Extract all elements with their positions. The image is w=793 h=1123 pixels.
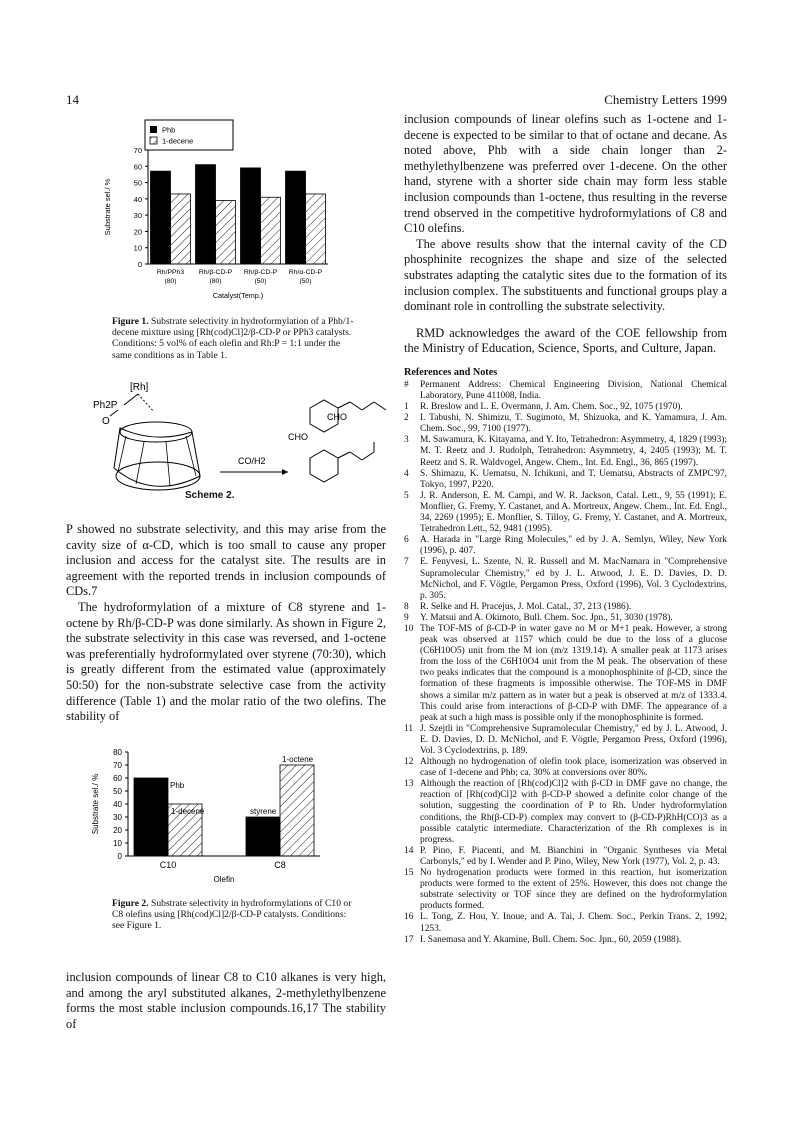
y-tick-label: 70 bbox=[133, 146, 142, 155]
reference-number: 4 bbox=[404, 468, 409, 479]
reference-item bbox=[404, 557, 727, 601]
legend-label-1-decene: 1-decene bbox=[162, 136, 194, 146]
y-tick-label: 20 bbox=[133, 227, 142, 237]
reference-text: J. Szejtli in "Comprehensive Supramolecular Chemistry," ed by J. L. Atwood, J. E. D. Davies, D. D. McNichol, and F. Vögtle, Pergamon Press, Oxford (1996), Vol. 3 Cyclodextrins, p. 189. bbox=[420, 723, 727, 756]
bar-label: styrene bbox=[250, 807, 277, 816]
reference-text: R. Breslow and L. E. Overmann, J. Am. Chem. Soc., 92, 1075 (1970). bbox=[420, 402, 683, 413]
figure2-chart bbox=[88, 744, 348, 894]
figure1-caption: Figure 1. Substrate selectivity in hydroformylation of a Phb/1-decene mixture using [Rh(cod)Cl]2/β-CD-P or PPh3 catalysts. Conditions: 5 vol% of each olefin and Rh:P = 1:1 under the same conditions as in Table 1. bbox=[112, 316, 354, 361]
bar-1-decene bbox=[216, 200, 236, 264]
y-tick-label: 0 bbox=[117, 852, 122, 861]
reference-item bbox=[404, 624, 727, 724]
journal-running-head: Chemistry Letters 1999 bbox=[604, 92, 727, 107]
reference-text: The TOF-MS of β-CD-P in water gave no M or M+1 peak. However, a strong peak was observed at 1157 which could be due to the loss of a glucose (C6H10O5) unit from the M ion (m/z 1319.14). A smaller peak at 1173 arises from the loss of the C6H10O4 unit from the M peak. The observation of these two peaks indicates that the compound is a monophosphinite of β-CD, since the formation of these fragments is impossible otherwise. The TOF-MS in DMF shows a similar m/z pattern as in water but a peak is observed at m/z of 1333.4. This could arise from interactions of β-CD-P with DMF. The appearance of a peak at such a high mass is possible only if the monophosphinite is formed. bbox=[420, 623, 727, 723]
cho-label-1: CHO bbox=[327, 412, 347, 422]
right-paragraph-2: The above results show that the internal cavity of the CD phosphinite recognizes the shape and size of the selected substrates adapting the catalytic sites due to the formation of its inclusion complex. The substituents and functional groups play a dominant role in controlling the substrate selectivity. bbox=[404, 236, 727, 314]
reference-item bbox=[404, 402, 727, 413]
bar-phb bbox=[286, 171, 306, 264]
reference-number: 1 bbox=[404, 402, 409, 413]
y-tick-label: 40 bbox=[113, 800, 122, 809]
scheme2-caption: Scheme 2. bbox=[185, 490, 235, 501]
ph2p-label: Ph2P bbox=[93, 400, 118, 411]
left-paragraph-3: inclusion compounds of linear C8 to C10 alkanes is very high, and among the aryl substituted alkanes, 2-methylethylbenzene forms the most stable inclusion compounds.16,17 The stability of bbox=[66, 970, 386, 1031]
x-tick-label: C10 bbox=[159, 860, 177, 870]
x-tick-label-temp: (80) bbox=[164, 278, 177, 285]
y-tick-label: 50 bbox=[113, 787, 122, 796]
reference-item bbox=[404, 912, 727, 934]
y-axis-label: Substrate sel./ % bbox=[91, 773, 100, 835]
bar-1-octene bbox=[280, 765, 314, 856]
y-tick-label: 50 bbox=[133, 178, 142, 188]
reference-number: 2 bbox=[404, 413, 409, 424]
page-number: 14 bbox=[66, 92, 79, 107]
reference-number: 6 bbox=[404, 535, 409, 546]
reference-number: 10 bbox=[404, 623, 414, 634]
reference-text: M. Sawamura, K. Kitayama, and Y. Ito, Tetrahedron: Asymmetry, 4, 1829 (1993); M. T. Reetz and J. Rudolph, Tetrahedron: Asymmetry, 4, 2405 (1993); M. T. Reetz and S. R. Waldvogel, Angew. Chem., Int. Ed. Engl., 36, 865 (1997). bbox=[420, 435, 727, 468]
references-heading: References and Notes bbox=[404, 366, 498, 378]
y-tick-label: 0 bbox=[137, 260, 142, 269]
reference-item bbox=[404, 779, 727, 846]
y-tick-label: 60 bbox=[113, 774, 122, 783]
reference-item bbox=[404, 380, 727, 402]
x-tick-label: C8 bbox=[274, 860, 286, 870]
y-axis-label: Substrate sel./ % bbox=[103, 178, 112, 236]
reference-item bbox=[404, 469, 727, 491]
x-axis-label: Olefin bbox=[213, 875, 235, 884]
reference-text: I. Tabushi, N. Shimizu, T. Sugimoto, M. Shizuoka, and K. Yamamura, J. Am. Chem. Soc., 99, 7100 (1977). bbox=[420, 413, 727, 435]
y-tick-label: 30 bbox=[113, 813, 122, 822]
figure2-caption: Figure 2. Substrate selectivity in hydroformylations of C10 or C8 olefins using [Rh(cod)Cl]2/β-CD-P catalysts. Conditions: see Figure 1. bbox=[112, 898, 352, 932]
reference-number: 9 bbox=[404, 612, 409, 623]
reference-number: 12 bbox=[404, 757, 414, 768]
y-tick-label: 10 bbox=[113, 839, 122, 848]
reference-text: Y. Matsui and A. Okimoto, Bull. Chem. Soc. Jpn., 51, 3030 (1978). bbox=[420, 612, 673, 623]
reference-item bbox=[404, 846, 727, 868]
reference-text: Although no hydrogenation of olefin took place, isomerization was observed in case of 1-decene and Phb; ca. 30% at conversions over 80%. bbox=[420, 757, 727, 779]
reference-text: Permanent Address: Chemical Engineering Division, National Chemical Laboratory, Pune 411008, India. bbox=[420, 379, 727, 401]
reference-item bbox=[404, 413, 727, 435]
y-tick-label: 80 bbox=[113, 748, 122, 757]
reference-text: P. Pino, F. Piacenti, and M. Bianchini in "Organic Syntheses via Metal Carbonyls," ed by I. Wender and P. Pino, Wiley, New York (1977), Vol. 2, p. 43. bbox=[420, 845, 727, 867]
legend-swatch-1-decene bbox=[150, 137, 157, 144]
y-tick-label: 40 bbox=[133, 194, 142, 204]
figure1-legend bbox=[145, 120, 233, 150]
reference-text: S. Shimazu, K. Uematsu, N. Ichikuni, and T. Uematsu, Abstracts of ZMPC'97, Tokyo, 1997, P220. bbox=[420, 468, 727, 490]
x-tick-label-temp: (50) bbox=[254, 278, 267, 285]
x-tick-label: Rh/β-CD-P bbox=[243, 269, 278, 276]
scheme2-diagram bbox=[92, 380, 392, 506]
bar-1-decene bbox=[306, 194, 326, 264]
y-tick-label: 20 bbox=[113, 826, 122, 835]
bar-phb bbox=[196, 165, 216, 264]
reference-text: I. Sanemasa and Y. Akamine, Bull. Chem. Soc. Jpn., 60, 2059 (1988). bbox=[420, 934, 682, 945]
reference-item bbox=[404, 535, 727, 557]
reference-item bbox=[404, 491, 727, 535]
y-tick-label: 30 bbox=[133, 211, 142, 221]
reference-item bbox=[404, 613, 727, 624]
bar-phb bbox=[241, 168, 261, 264]
left-paragraph-1: P showed no substrate selectivity, and this may arise from the cavity size of α-CD, which is too small to cause any proper inclusion and access for the catalyst site. The results are in agreement with the reported trends in inclusion compounds of CDs.7 bbox=[66, 522, 386, 599]
reference-item bbox=[404, 868, 727, 912]
reference-item bbox=[404, 435, 727, 468]
references-list bbox=[404, 380, 727, 946]
reference-number: 14 bbox=[404, 845, 414, 856]
references-section bbox=[404, 367, 727, 946]
bar-1-decene bbox=[171, 194, 191, 264]
x-axis-label: Catalyst(Temp.) bbox=[212, 291, 264, 300]
x-tick-label: Rh/α-CD-P bbox=[288, 269, 323, 276]
reference-text: R. Selke and H. Pracejus, J. Mol. Catal., 37, 213 (1986). bbox=[420, 601, 632, 612]
reference-text: Although the reaction of [Rh(cod)Cl]2 with β-CD in DMF gave no change, the reaction of [Rh(cod)Cl]2 with β-CD-P showed a definite color change of the solution, suggesting the coordination of P to Rh. Under hydroformylation conditions, the Rh(β-CD-P) complex may convert to (β-CD-P)RhH(CO)3 as a possible catalytic intermediate. Characterization of the Rh complexes is in progress. bbox=[420, 779, 727, 845]
reference-text: J. R. Anderson, E. M. Campi, and W. R. Jackson, Catal. Lett., 9, 55 (1991); E. Monflier, G. Fremy, Y. Castanet, and A. Mortreux, Angew. Chem., Int. Ed. Engl., 34, 2269 (1995); E. Monflier, S. Tilloy, G. Fremy, Y. Castanet, and A. Mortreux, Tetrahedron Lett., 52, 9481 (1995). bbox=[420, 490, 727, 535]
reagent-label: CO/H2 bbox=[238, 456, 266, 466]
x-tick-label-temp: (50) bbox=[299, 278, 312, 285]
acknowledgement: RMD acknowledges the award of the COE fellowship from the Ministry of Education, Science, Sports, and Culture, Japan. bbox=[404, 325, 727, 356]
bar-label: 1-decene bbox=[171, 807, 205, 816]
legend-swatch-phb bbox=[150, 126, 157, 133]
reference-number: 5 bbox=[404, 490, 409, 501]
legend-label-phb: Phb bbox=[162, 125, 176, 135]
reference-text: A. Harada in "Large Ring Molecules," ed by J. A. Semlyn, Wiley, New York (1996), p. 407. bbox=[420, 535, 727, 557]
x-tick-label: Rh/β-CD-P bbox=[198, 269, 233, 276]
reference-number: # bbox=[404, 379, 409, 390]
reference-item bbox=[404, 935, 727, 946]
x-tick-label: Rh/PPh3 bbox=[156, 269, 185, 276]
reference-item bbox=[404, 724, 727, 757]
cho-label-2: CHO bbox=[288, 432, 308, 442]
reference-number: 8 bbox=[404, 601, 409, 612]
rh-label: [Rh] bbox=[130, 382, 149, 393]
bar-label: 1-octene bbox=[282, 755, 314, 764]
x-tick-label-temp: (80) bbox=[209, 278, 222, 285]
reference-item bbox=[404, 757, 727, 779]
bar-phb bbox=[151, 171, 171, 264]
reference-number: 11 bbox=[404, 723, 414, 734]
reference-text: No hydrogenation products were formed in this reaction, but isomerization products were formed to the extent of 25%. However, this does not change the substrate selectivity or TOF since they are defined on the hydroformylation products formed. bbox=[420, 868, 727, 912]
reference-number: 16 bbox=[404, 912, 414, 923]
reference-number: 7 bbox=[404, 557, 409, 568]
reference-number: 17 bbox=[404, 934, 414, 945]
o-label: O bbox=[102, 416, 110, 427]
y-tick-label: 60 bbox=[133, 162, 142, 172]
reference-item bbox=[404, 602, 727, 613]
figure1-chart bbox=[100, 112, 350, 308]
reference-number: 3 bbox=[404, 435, 409, 446]
y-tick-label: 10 bbox=[133, 243, 142, 253]
reference-text: L. Tong, Z. Hou, Y. Inoue, and A. Tai, J. Chem. Soc., Perkin Trans. 2, 1992, 1253. bbox=[420, 912, 727, 934]
left-paragraph-2: The hydroformylation of a mixture of C8 styrene and 1-octene by Rh/β-CD-P was done similarly. As shown in Figure 2, the substrate selectivity in this case was reversed, and 1-octene was preferentially hydroformylated over styrene (70:30), which is greatly different from the estimated value (approximately 50:50) for the non-substrate selective case from the activity difference (Table 1) and the molar ratio of the two olefins. The stability of bbox=[66, 599, 386, 724]
bar-label: Phb bbox=[170, 781, 185, 790]
reference-text: E. Fenyvesi, L. Szente, N. R. Russell and M. MacNamara in "Comprehensive Supramolecular Chemistry," ed by J. L. Atwood, J. E. D. Davies, D. D. McNichol, and F. Vögtle, Pergamon Press, Oxford (1996), Vol. 3 Cyclodextrins, p. 305. bbox=[420, 557, 727, 601]
right-paragraph-1: inclusion compounds of linear olefins such as 1-octene and 1-decene is expected to be similar to that of octane and decane. As noted above, Phb with a side chain longer than 2-methylethylbenzene was preferred over 1-decene. On the other hand, styrene with a shorter side chain may form less stable inclusion compounds than 1-octene, thus resulting in the reverse trend observed in the competitive hydroformylations of C8 and C10 olefins. bbox=[404, 112, 727, 236]
bar-styrene bbox=[246, 817, 280, 856]
reference-number: 15 bbox=[404, 868, 414, 879]
bar-phb bbox=[134, 778, 168, 856]
y-tick-label: 70 bbox=[113, 761, 122, 770]
reference-number: 13 bbox=[404, 779, 414, 790]
bar-1-decene bbox=[261, 197, 281, 264]
